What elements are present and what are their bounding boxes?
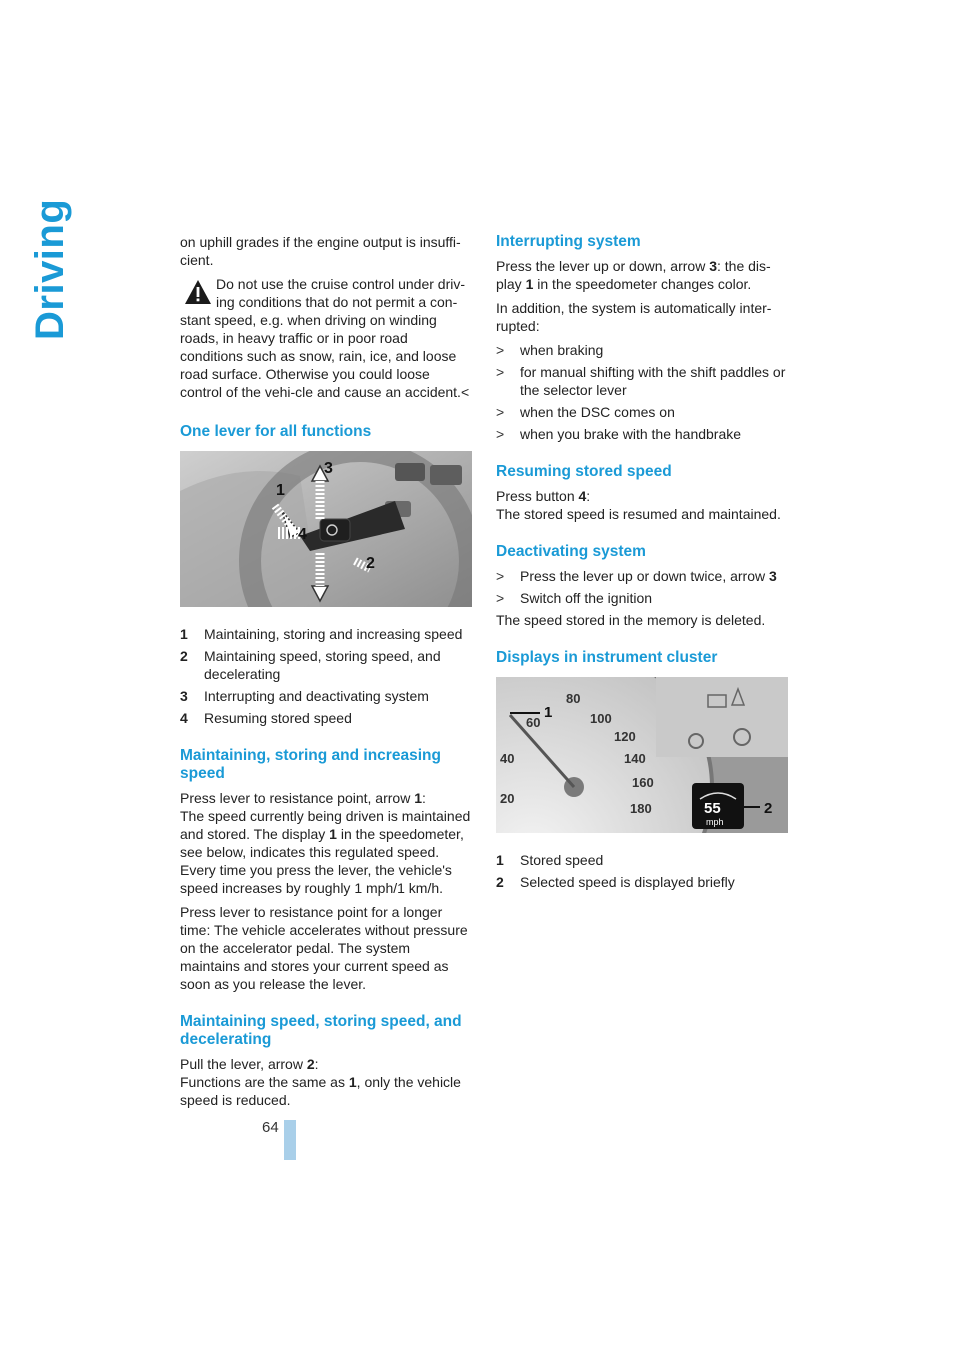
heading-decelerate: Maintaining speed, storing speed, and decelerating <box>180 1013 462 1048</box>
heading-increase: Maintaining, storing and increasing speed <box>180 747 441 782</box>
speed-tick: 60 <box>526 715 541 730</box>
intro-paragraph: on uphill grades if the engine output is insuffi-cient. <box>180 234 461 268</box>
item-number: 1 <box>180 626 188 642</box>
speed-tick: 120 <box>614 729 636 744</box>
ref-number: 3 <box>769 568 777 584</box>
item-text: Maintaining, storing and increasing speed <box>204 626 463 642</box>
interrupt-paragraph-1 <box>496 257 792 293</box>
text-run: : <box>314 1056 319 1072</box>
figure-label-4: 4 <box>298 526 307 543</box>
list-item <box>496 851 792 869</box>
interrupt-paragraph-2: In addition, the system is automatically inter-rupted: <box>496 300 772 334</box>
ref-number: 3 <box>709 258 718 274</box>
text-run: Press the lever up or down, arrow <box>496 258 710 274</box>
bullet-mark: > <box>496 426 505 442</box>
page-edge-bar <box>284 1120 296 1160</box>
item-number: 1 <box>496 852 504 868</box>
bullet-mark: > <box>496 364 505 380</box>
speed-tick: 40 <box>500 751 515 766</box>
figure-label-1: 1 <box>276 482 285 499</box>
instrument-cluster-figure <box>496 677 788 833</box>
text-run: The speed currently being driven is maintained and stored. The display <box>180 808 471 842</box>
list-item <box>180 687 472 705</box>
heading-displays: Displays in instrument cluster <box>496 649 718 666</box>
warning-triangle-icon <box>184 279 212 305</box>
item-text: when braking <box>520 342 604 358</box>
page-number: 64 <box>262 1119 279 1136</box>
warning-rest-text: stant speed, e.g. when driving on winding roads, in heavy traffic or in poor road conditions such as snow, rain, ice, and loose road surface. Otherwise you could loose control of the vehi-cle and cause an accident. <box>180 312 461 400</box>
ref-number: 4 <box>578 488 587 504</box>
resume-paragraph-1 <box>496 487 792 505</box>
item-text: Switch off the ignition <box>520 590 653 606</box>
item-number: 2 <box>180 648 188 664</box>
decel-paragraph-1 <box>180 1055 472 1073</box>
increase-paragraph-1 <box>180 789 472 807</box>
heading-one-lever: One lever for all functions <box>180 423 372 440</box>
item-text <box>520 567 777 585</box>
ref-number: 1 <box>525 276 534 292</box>
left-column <box>180 233 472 1115</box>
cluster-label-1: 1 <box>544 704 553 721</box>
text-run: : <box>422 790 426 806</box>
item-text: for manual shifting with the shift paddles or the selector lever <box>520 364 786 398</box>
selected-speed-value: 55 <box>704 800 721 817</box>
heading-resume: Resuming stored speed <box>496 463 672 480</box>
speed-tick: 20 <box>500 791 515 806</box>
ref-number: 2 <box>306 1056 315 1072</box>
figure-label-2: 2 <box>366 555 375 572</box>
bullet-mark: > <box>496 342 505 358</box>
section-title-text: Driving <box>28 198 72 340</box>
list-item <box>496 425 792 443</box>
text-run: Press the lever up or down twice, arrow <box>520 568 769 584</box>
deactivate-paragraph: The speed stored in the memory is deleted. <box>496 612 766 628</box>
item-text: Interrupting and deactivating system <box>204 688 429 704</box>
increase-paragraph-3: Press lever to resistance point for a longer time: The vehicle accelerates without pressure on the accelerator pedal. The system maintains and stores your current speed as soon as you release the lever. <box>180 904 468 992</box>
selected-speed-unit: mph <box>706 817 724 827</box>
warning-lead-text: Do not use the cruise control under driv-ing conditions that do not permit a con- <box>216 276 466 310</box>
item-number: 3 <box>180 688 188 704</box>
list-item <box>496 403 792 421</box>
list-item <box>496 341 792 359</box>
heading-deactivate: Deactivating system <box>496 543 646 560</box>
list-item <box>180 625 472 643</box>
end-mark: < <box>460 384 470 400</box>
item-number: 4 <box>180 710 188 726</box>
list-item <box>496 567 792 585</box>
bullet-mark: > <box>496 568 505 584</box>
decel-paragraph-2 <box>180 1073 472 1109</box>
item-text: when the DSC comes on <box>520 404 675 420</box>
bullet-mark: > <box>496 404 505 420</box>
list-item <box>496 589 792 607</box>
text-run: in the speedometer changes color. <box>533 276 752 292</box>
warning-block <box>180 275 472 401</box>
cluster-legend <box>496 851 792 891</box>
heading-interrupt: Interrupting system <box>496 233 641 250</box>
text-run: Press button <box>496 488 579 504</box>
item-text: Stored speed <box>520 852 604 868</box>
text-run: : <box>586 488 591 504</box>
speed-tick: 140 <box>624 751 646 766</box>
bullet-mark: > <box>496 590 505 606</box>
item-text: Maintaining speed, storing speed, and decelerating <box>204 648 441 682</box>
list-item <box>180 647 472 683</box>
speed-tick: 80 <box>566 691 581 706</box>
item-text: when you brake with the handbrake <box>520 426 742 442</box>
lever-legend <box>180 625 472 727</box>
text-run: Press lever to resistance point, arrow <box>180 790 415 806</box>
cluster-label-2: 2 <box>764 800 773 817</box>
figure-label-3: 3 <box>324 460 333 477</box>
list-item <box>496 873 792 891</box>
list-item <box>180 709 472 727</box>
interrupt-bullet-list <box>496 341 792 443</box>
item-number: 2 <box>496 874 504 890</box>
ref-number: 1 <box>414 790 423 806</box>
speed-tick: 160 <box>632 775 654 790</box>
text-run: Functions are the same as <box>180 1074 349 1090</box>
speed-tick: 100 <box>590 711 612 726</box>
text-run: Pull the lever, arrow <box>180 1056 307 1072</box>
ref-number: 1 <box>329 826 337 842</box>
item-text: Resuming stored speed <box>204 710 352 726</box>
text-run: in the speedometer, see below, indicates this regulated speed. Every time you press the lever, the vehicle's speed increases by roughly 1 mph/1 km/h. <box>180 826 464 896</box>
deactivate-bullet-list <box>496 567 792 607</box>
text-run: : the dis-play <box>496 258 771 292</box>
speed-tick: 180 <box>630 801 652 816</box>
right-column <box>496 233 792 895</box>
section-side-title <box>28 198 72 348</box>
cruise-control-lever-figure <box>180 451 472 607</box>
list-item <box>496 363 792 399</box>
increase-paragraph-2 <box>180 807 472 897</box>
text-run: , only the vehicle speed is reduced. <box>180 1074 461 1108</box>
item-text: Selected speed is displayed briefly <box>520 874 735 890</box>
resume-paragraph-2: The stored speed is resumed and maintained. <box>496 506 781 522</box>
ref-number: 1 <box>348 1074 357 1090</box>
